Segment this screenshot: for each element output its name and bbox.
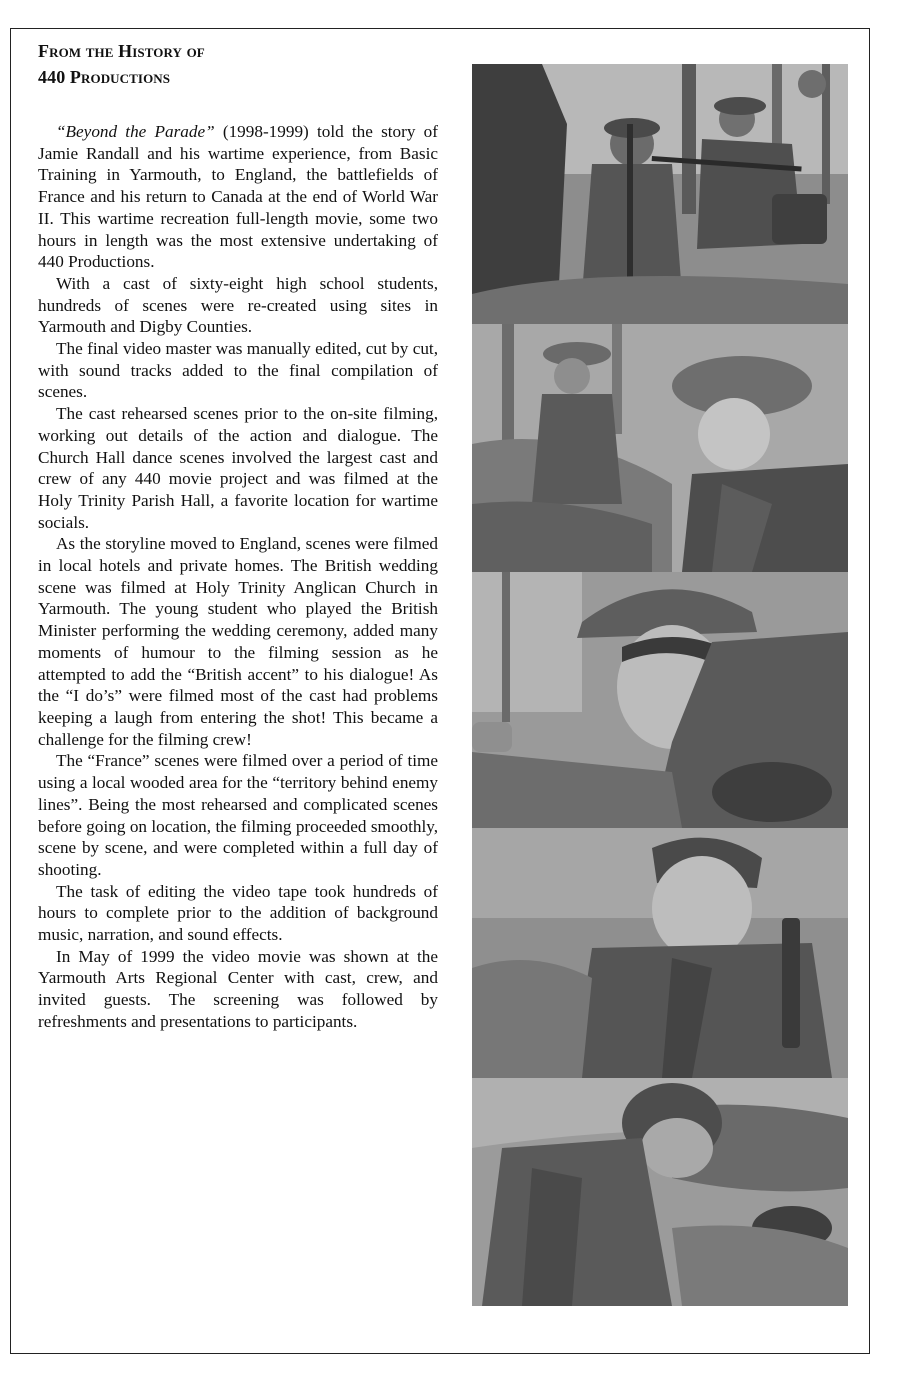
photo-young-soldier [472, 572, 848, 828]
title-line-2: 440 Productions [38, 67, 171, 87]
paragraph-2: With a cast of sixty-eight high school students, hundreds of scenes were re-created using sites in Yarmouth and Digby Counties. [38, 273, 438, 337]
paragraph-4: The cast rehearsed scenes prior to the on-site filming, working out details of the action and dialogue. The Church Hall dance scenes involved the largest cast and crew of any 440 movie project and was filmed at the Holy Trinity Parish Hall, a favorite location for wartime socials. [38, 404, 438, 532]
page-title [38, 38, 438, 90]
paragraph-8: In May of 1999 the video movie was shown at the Yarmouth Arts Regional Center with cast, crew, and invited guests. The screening was followed by refreshments and presentations to participants. [38, 946, 438, 1031]
article-body [38, 121, 438, 1033]
photo-soldiers-helmets [472, 324, 848, 572]
paragraph-6: The “France” scenes were filmed over a period of time using a local wooded area for the “territory behind enemy lines”. Being the most rehearsed and complicated scenes before going on location, the filming proceeded smoothly, scene by scene, and were completed within a full day of shooting. [38, 751, 438, 879]
film-title: “Beyond the Parade” [56, 122, 215, 141]
photo-strip [472, 64, 848, 1306]
title-line-1: From the History of [38, 41, 205, 61]
paragraph-5: As the storyline moved to England, scenes were filmed in local hotels and private homes. The British wedding scene was filmed at Holy Trinity Anglican Church in Yarmouth. The young student who played the British Minister performing the wedding ceremony, added many moments of humour to the filming session as he attempted to add the “British accent” to his dialogue! As the “I do’s” were filmed most of the cast had problems keeping a laugh from entering the shot! This became a challenge for the filming crew! [38, 534, 438, 749]
photo-soldier-tending-wounded [472, 1078, 848, 1306]
paragraph-3: The final video master was manually edited, cut by cut, with sound tracks added to the final compilation of scenes. [38, 339, 438, 402]
paragraph-7: The task of editing the video tape took hundreds of hours to complete prior to the addition of background music, narration, and sound effects. [38, 881, 438, 945]
paragraph-1: “Beyond the Parade” (1998-1999) told the story of Jamie Randall and his wartime experience, from Basic Training in Yarmouth, to England, the battlefields of France and his return to Canada at the end of World War II. This wartime recreation full-length movie, some two hours in length was the most extensive undertaking of 440 Productions. [38, 122, 438, 272]
photo-soldiers-resting [472, 64, 848, 324]
photo-soldier-looking-down [472, 828, 848, 1078]
